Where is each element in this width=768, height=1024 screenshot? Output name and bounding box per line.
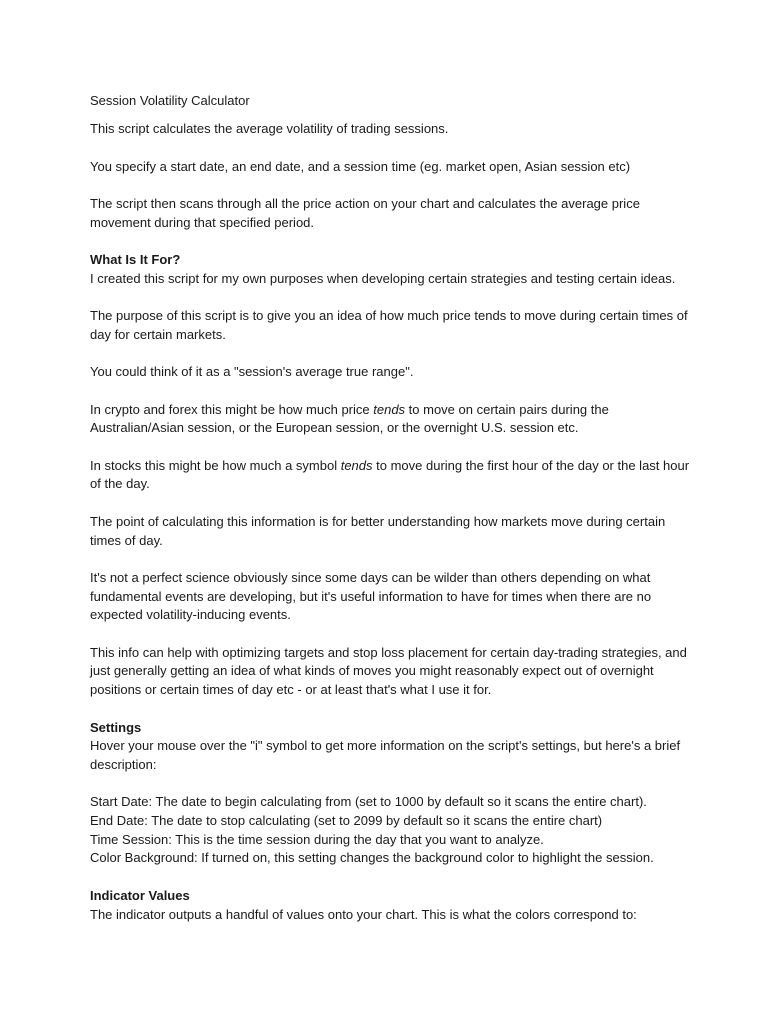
indicator-values-paragraph: The indicator outputs a handful of values onto your chart. This is what the colors correspond to:: [90, 906, 637, 922]
crypto-text-pre: In crypto and forex this might be how much price: [90, 401, 374, 417]
settings-paragraph: Hover your mouse over the "i" symbol to get more information on the script's settings, but here's a brief description:: [90, 738, 681, 772]
point-paragraph: The point of calculating this information is for better understanding how markets move during certain times of day.: [90, 513, 666, 548]
settings-list-item: Start Date: The date to begin calculating from (set to 1000 by default so it scans the entire chart).: [90, 794, 647, 810]
stocks-text-emphasis: tends: [340, 457, 373, 473]
atr-paragraph: You could think of it as a "session's average true range".: [90, 364, 414, 380]
crypto-paragraph: [90, 401, 690, 438]
settings-list-item: End Date: The date to stop calculating (set to 2099 by default so it scans the entire chart): [90, 813, 603, 829]
purpose-paragraph: The purpose of this script is to give you an idea of how much price tends to move during certain times of day for certain markets.: [90, 308, 688, 342]
what-is-it-for-heading: What Is It For?: [90, 252, 181, 268]
settings-heading: Settings: [90, 719, 142, 735]
settings-list-item: Color Background: If turned on, this setting changes the background color to highlight the session.: [90, 850, 654, 866]
settings-list-item: Time Session: This is the time session during the day that you want to analyze.: [90, 831, 544, 847]
info-paragraph: This info can help with optimizing targets and stop loss placement for certain day-trading strategies, and just generally getting an idea of what kinds of moves you might reasonably expect out of overnight positions or certain times of day etc - or at least that's what I use it for.: [90, 644, 687, 698]
specify-paragraph: You specify a start date, an end date, and a session time (eg. market open, Asian session etc): [90, 158, 631, 174]
document-page: [90, 92, 690, 924]
crypto-text-emphasis: tends: [373, 401, 406, 417]
indicator-values-heading: Indicator Values: [90, 887, 190, 903]
what-is-it-for-paragraph: I created this script for my own purposes when developing certain strategies and testing certain ideas.: [90, 270, 676, 286]
scans-paragraph: The script then scans through all the price action on your chart and calculates the average price movement during that specified period.: [90, 195, 640, 230]
science-paragraph: It's not a perfect science obviously since some days can be wilder than others depending on what fundamental events are developing, but it's useful information to have for times when there are no expected volatility-inducing events.: [90, 569, 652, 623]
stocks-text-pre: In stocks this might be how much a symbol: [90, 457, 341, 473]
stocks-text-post: to move during the first hour of the day or the last hour of the day.: [90, 457, 690, 492]
crypto-text-post: to move on certain pairs during the Australian/Asian session, or the European session, or the overnight U.S. session etc.: [90, 401, 609, 436]
document-title: Session Volatility Calculator: [90, 93, 250, 108]
stocks-paragraph: [90, 457, 690, 494]
intro-paragraph: This script calculates the average volatility of trading sessions.: [90, 121, 449, 137]
